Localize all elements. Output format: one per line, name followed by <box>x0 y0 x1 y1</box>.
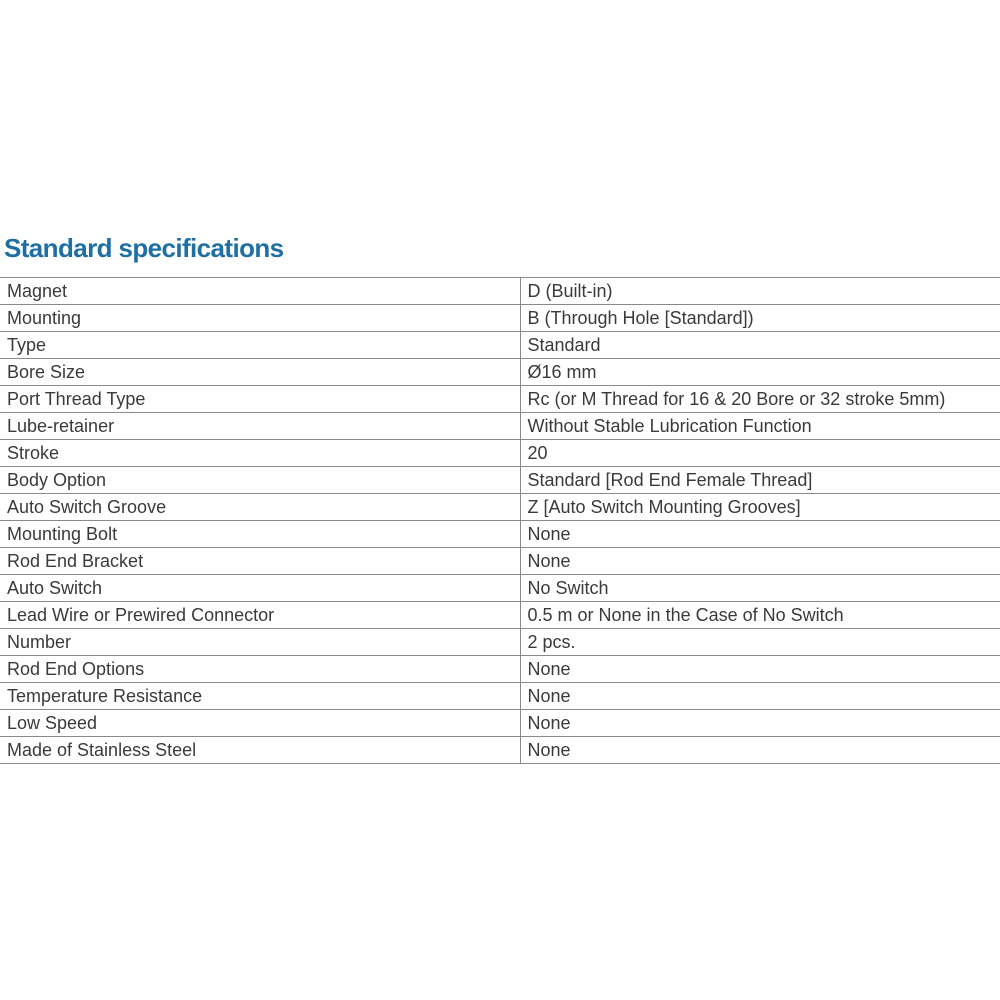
table-row <box>0 494 1000 521</box>
spec-label: Body Option <box>0 467 520 494</box>
spec-label: Mounting <box>0 305 520 332</box>
spec-value: Standard <box>520 332 1000 359</box>
spec-label: Low Speed <box>0 710 520 737</box>
spec-value: 2 pcs. <box>520 629 1000 656</box>
table-row <box>0 386 1000 413</box>
table-row <box>0 332 1000 359</box>
spec-value: No Switch <box>520 575 1000 602</box>
table-row <box>0 359 1000 386</box>
spec-value: 20 <box>520 440 1000 467</box>
table-row <box>0 413 1000 440</box>
spec-label: Rod End Bracket <box>0 548 520 575</box>
spec-label: Bore Size <box>0 359 520 386</box>
spec-label: Rod End Options <box>0 656 520 683</box>
spec-label: Auto Switch Groove <box>0 494 520 521</box>
spec-value: D (Built-in) <box>520 278 1000 305</box>
spec-value: None <box>520 656 1000 683</box>
table-row <box>0 548 1000 575</box>
spec-label: Number <box>0 629 520 656</box>
spec-label: Made of Stainless Steel <box>0 737 520 764</box>
spec-label: Magnet <box>0 278 520 305</box>
spec-value: None <box>520 710 1000 737</box>
table-row <box>0 710 1000 737</box>
spec-label: Temperature Resistance <box>0 683 520 710</box>
page-title: Standard specifications <box>4 233 284 263</box>
spec-value: 0.5 m or None in the Case of No Switch <box>520 602 1000 629</box>
spec-value: None <box>520 737 1000 764</box>
table-row <box>0 629 1000 656</box>
spec-value: None <box>520 521 1000 548</box>
spec-value: Z [Auto Switch Mounting Grooves] <box>520 494 1000 521</box>
table-row <box>0 656 1000 683</box>
spec-label: Auto Switch <box>0 575 520 602</box>
spec-value: Ø16 mm <box>520 359 1000 386</box>
spec-value: None <box>520 548 1000 575</box>
table-row <box>0 602 1000 629</box>
spec-label: Lead Wire or Prewired Connector <box>0 602 520 629</box>
table-row <box>0 575 1000 602</box>
table-row <box>0 278 1000 305</box>
spec-value: Standard [Rod End Female Thread] <box>520 467 1000 494</box>
spec-label: Mounting Bolt <box>0 521 520 548</box>
table-row <box>0 467 1000 494</box>
spec-label: Type <box>0 332 520 359</box>
table-row <box>0 440 1000 467</box>
spec-value: Without Stable Lubrication Function <box>520 413 1000 440</box>
table-row <box>0 683 1000 710</box>
spec-label: Stroke <box>0 440 520 467</box>
spec-value: None <box>520 683 1000 710</box>
table-row <box>0 305 1000 332</box>
spec-value: B (Through Hole [Standard]) <box>520 305 1000 332</box>
table-row <box>0 521 1000 548</box>
spec-label: Lube-retainer <box>0 413 520 440</box>
table-row <box>0 737 1000 764</box>
specifications-table <box>0 277 1000 764</box>
spec-label: Port Thread Type <box>0 386 520 413</box>
spec-value: Rc (or M Thread for 16 & 20 Bore or 32 stroke 5mm) <box>520 386 1000 413</box>
